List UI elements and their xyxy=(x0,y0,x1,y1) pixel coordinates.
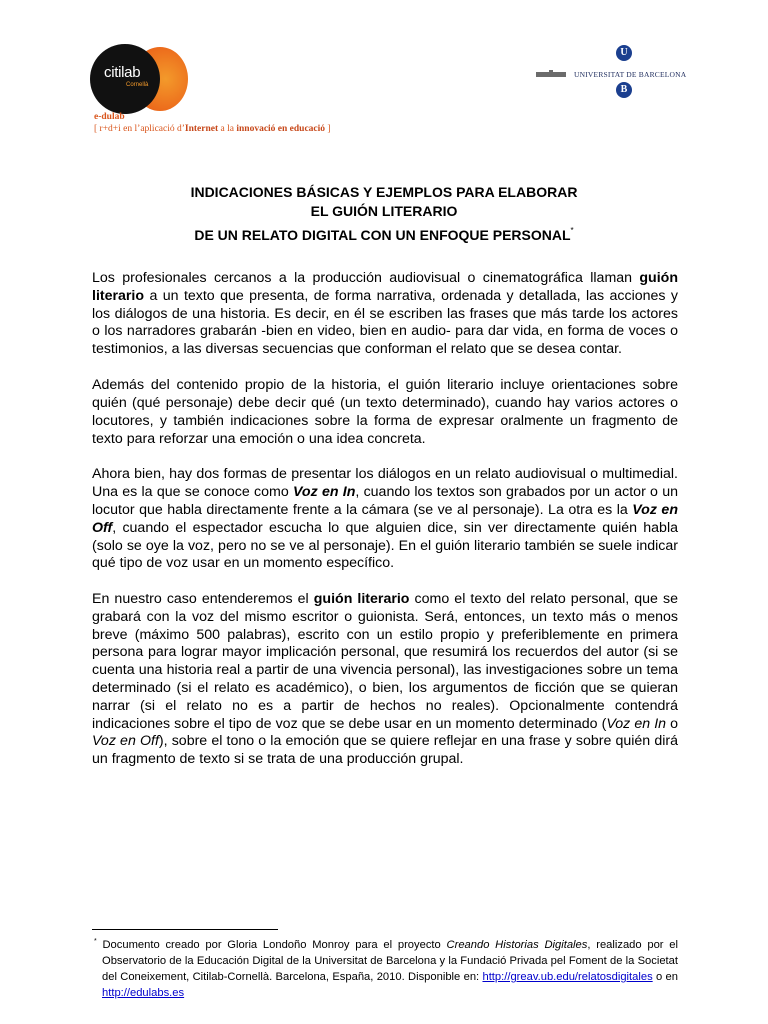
footnote-reference: * xyxy=(570,226,574,235)
footnote-text: * Documento creado por Gloria Londoño Monroy para el proyecto Creando Historias Digitales, realizado por el Observatorio de la Educación Digital de la Universitat de Barcelona y la Fundació Privada pel Foment de la Societat del Coneixement, Citilab-Cornellà. Barcelona, España, 2010. Disponible en: http://greav.ub.edu/relatosdigitales o en http://edulabs.es xyxy=(94,938,678,999)
university-seal-u: U xyxy=(616,45,632,61)
footnote xyxy=(92,934,678,1001)
edulab-name: e-dulab xyxy=(94,112,125,122)
paragraph-2: Además del contenido propio de la historia, el guión literario incluye orientaciones sobre quién (qué personaje) debe decir qué (un texto determinado), cuando hay varios actores o locutores, y también indicaciones sobre la forma de expresar oralmente un fragmento de texto para reforzar una emoción o una idea concreta. xyxy=(92,377,678,447)
link-edulabs[interactable]: http://edulabs.es xyxy=(102,987,185,999)
university-building-icon xyxy=(536,70,566,77)
logo-brand-text: citilab xyxy=(104,64,141,81)
logo-brand-sub: Cornellà xyxy=(126,82,149,88)
document-body xyxy=(92,270,678,787)
edulab-tagline: [ r+d+i en l’aplicació d’Internet a la innovació en educació ] xyxy=(94,124,331,134)
document-title xyxy=(92,183,676,245)
link-relatosdigitales[interactable]: http://greav.ub.edu/relatosdigitales xyxy=(482,971,653,983)
title-line-2: EL GUIÓN LITERARIO xyxy=(310,203,458,219)
title-line-1: INDICACIONES BÁSICAS Y EJEMPLOS PARA ELABORAR xyxy=(190,184,578,200)
title-line-3: DE UN RELATO DIGITAL CON UN ENFOQUE PERSONAL* xyxy=(194,226,574,243)
paragraph-1: Los profesionales cercanos a la producción audiovisual o cinematográfica llaman guión literario a un texto que presenta, de forma narrativa, ordenada y detallada, las acciones y los diálogos de una historia. Es decir, en él se escriben las frases que más tarde los actores o los narradores grabarán -bien en video, bien en audio- para dar vida, en forma de voces o testimonios, a las diversas secuencias que conforman el relato que se desea contar. xyxy=(92,270,678,358)
citilab-logo xyxy=(90,44,190,114)
footnote-separator xyxy=(92,929,278,930)
university-seal-b: B xyxy=(616,82,632,98)
university-name: UNIVERSITAT DE BARCELONA xyxy=(574,70,687,79)
university-logo xyxy=(534,47,687,100)
paragraph-3: Ahora bien, hay dos formas de presentar los diálogos en un relato audiovisual o multimedial. Una es la que se conoce como Voz en In, cuando los textos son grabados por un actor o un locutor que habla directamente frente a la cámara (se ve al personaje). La otra es la Voz en Off, cuando el espectador escucha lo que alguien dice, sin ver directamente quién habla (solo se oye la voz, pero no se ve al personaje). En el guión literario también se suele indicar qué tipo de voz usar en un momento específico. xyxy=(92,466,678,572)
paragraph-4: En nuestro caso entenderemos el guión literario como el texto del relato personal, que se grabará con la voz del mismo escritor o guionista. Será, entonces, un texto más o menos breve (máximo 500 palabras), escrito con un estilo propio y preferiblemente en primera persona para lograr mayor implicación personal, que resumirá los recuerdos del autor (si se cuenta una historia real a partir de una vivencia personal), las investigaciones sobre un tema determinado (si el relato es académico), o bien, los argumentos de ficción que se quieran narrar (si el relato no es a partir de hechos no reales). Opcionalmente contendrá indicaciones sobre el tipo de voz que se debe usar en un momento determinado (Voz en In o Voz en Off), sobre el tono o la emoción que se quiere reflejar en una frase y sobre quién dirá un fragmento de texto si se trata de una producción grupal. xyxy=(92,591,678,768)
